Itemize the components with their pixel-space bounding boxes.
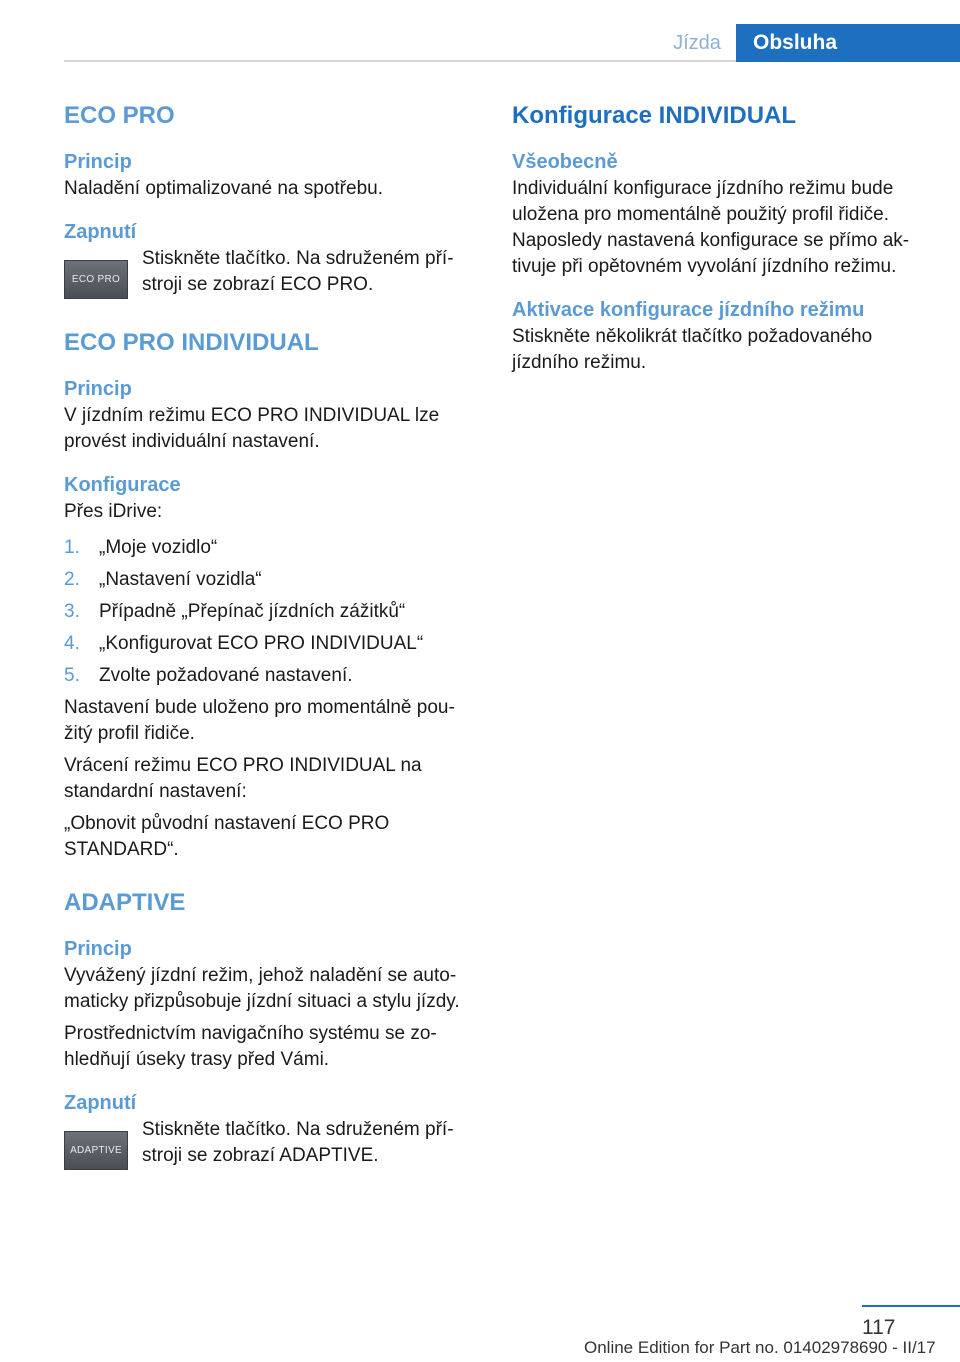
subheading-vseobecne: Všeobecně <box>512 151 618 173</box>
left-column <box>64 100 482 1170</box>
paragraph-line: stroji se zobrazí ECO PRO. <box>142 274 374 295</box>
tab-obsluha[interactable]: Obsluha <box>736 24 960 62</box>
paragraph: Naladění optimalizované na spotřebu. <box>64 178 383 199</box>
paragraph-line: stroji se zobrazí ADAPTIVE. <box>142 1145 379 1166</box>
list-item: 1. „Moje vozidlo“ <box>64 537 218 558</box>
paragraph-line: maticky přizpůsobuje jízdní situaci a stylu jízdy. <box>64 991 460 1012</box>
subheading-princip: Princip <box>64 378 132 400</box>
paragraph-line: tivuje při opětovném vyvolání jízdního režimu. <box>512 256 897 277</box>
heading-konfigurace-individual: Konfigurace INDIVIDUAL <box>512 102 797 129</box>
footer-rule <box>862 1305 960 1307</box>
right-column <box>512 100 932 376</box>
paragraph-line: Nastavení bude uloženo pro momentálně pou‐ <box>64 697 455 718</box>
paragraph-line: Vyvážený jízdní režim, jehož naladění se auto‐ <box>64 965 457 986</box>
subheading-zapnuti: Zapnutí <box>64 1092 137 1114</box>
paragraph-line: Stiskněte tlačítko. Na sdruženém pří‐ <box>142 248 454 269</box>
page-number: 117 <box>862 1316 896 1339</box>
steps-list <box>64 535 482 689</box>
adaptive-button-icon: ADAPTIVE <box>64 1131 128 1170</box>
paragraph-line: V jízdním režimu ECO PRO INDIVIDUAL lze <box>64 405 440 426</box>
eco-pro-button-icon: ECO PRO <box>64 260 128 299</box>
paragraph-line: jízdního režimu. <box>512 352 647 373</box>
list-item: 5. Zvolte požadované nastavení. <box>64 665 353 686</box>
tab-jizda[interactable]: Jízda <box>673 32 721 54</box>
list-item: 4. „Konfigurovat ECO PRO INDIVIDUAL“ <box>64 633 424 654</box>
paragraph-line: Naposledy nastavená konfigurace se přímo ak‐ <box>512 230 910 251</box>
heading-eco-pro: ECO PRO <box>64 102 175 129</box>
paragraph-line: Individuální konfigurace jízdního režimu bude <box>512 178 894 199</box>
heading-eco-pro-individual: ECO PRO INDIVIDUAL <box>64 329 319 356</box>
subheading-konfigurace: Konfigurace <box>64 474 181 496</box>
paragraph-line: „Obnovit původní nastavení ECO PRO <box>64 813 390 834</box>
subheading-zapnuti: Zapnutí <box>64 221 137 243</box>
paragraph-line: provést individuální nastavení. <box>64 431 320 452</box>
paragraph-line: STANDARD“. <box>64 839 179 860</box>
button-instruction <box>64 246 482 299</box>
list-item: 3. Případně „Přepínač jízdních zážitků“ <box>64 601 406 622</box>
paragraph-line: Vrácení režimu ECO PRO INDIVIDUAL na <box>64 755 422 776</box>
subheading-princip: Princip <box>64 938 132 960</box>
paragraph-line: Prostřednictvím navigačního systému se zo‐ <box>64 1023 437 1044</box>
list-item: 2. „Nastavení vozidla“ <box>64 569 262 590</box>
paragraph-line: Stiskněte tlačítko. Na sdruženém pří‐ <box>142 1119 454 1140</box>
paragraph-line: standardní nastavení: <box>64 781 247 802</box>
paragraph-line: žitý profil řidiče. <box>64 723 195 744</box>
paragraph-line: Stiskněte několikrát tlačítko požadovaného <box>512 326 873 347</box>
subheading-aktivace: Aktivace konfigurace jízdního režimu <box>512 299 865 321</box>
subheading-princip: Princip <box>64 151 132 173</box>
button-instruction <box>64 1117 482 1170</box>
paragraph: Přes iDrive: <box>64 501 163 522</box>
paragraph-line: hledňují úseky trasy před Vámi. <box>64 1049 330 1070</box>
heading-adaptive: ADAPTIVE <box>64 889 186 916</box>
edition-note: Online Edition for Part no. 01402978690 - II/17 <box>584 1338 936 1357</box>
paragraph-line: uložena pro momentálně použitý profil řidiče. <box>512 204 890 225</box>
